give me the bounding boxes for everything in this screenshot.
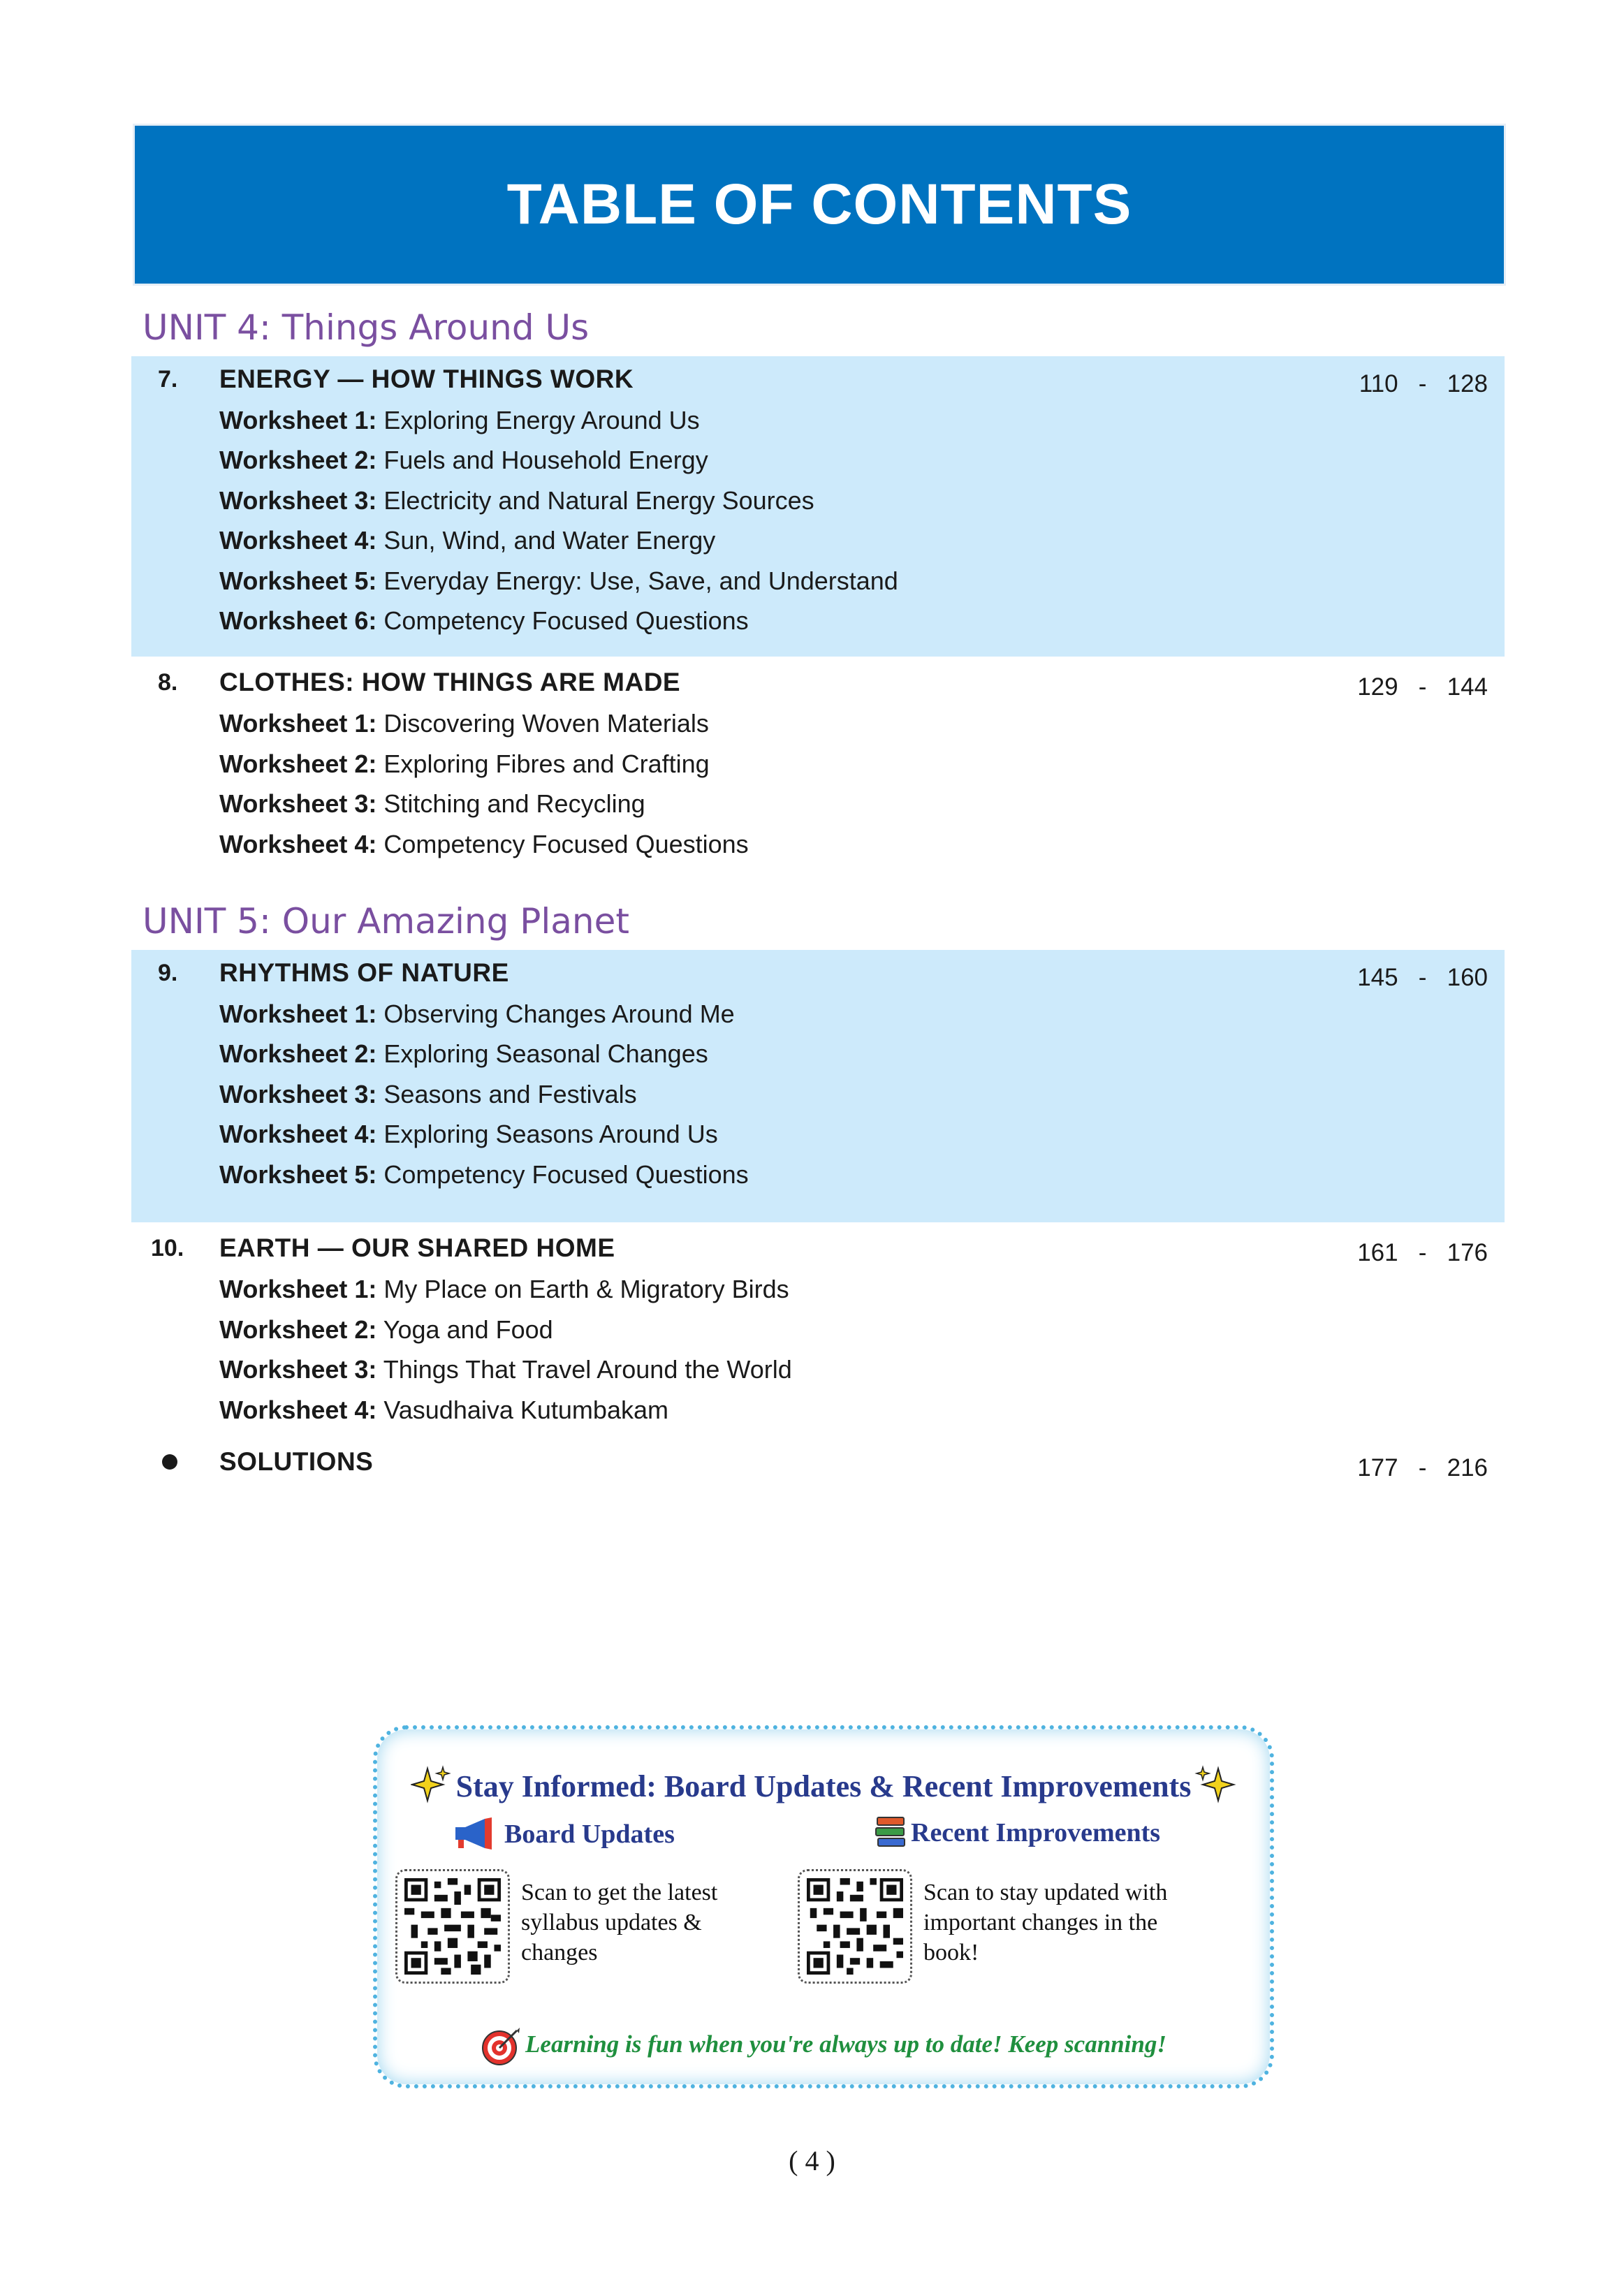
worksheet-text: Sun, Wind, and Water Energy	[376, 526, 716, 555]
worksheet-text: Exploring Fibres and Crafting	[376, 749, 710, 778]
chapter-pages: 129 - 144	[1357, 673, 1488, 701]
recent-improvements-line: important changes in the	[923, 1910, 1158, 1935]
chapter-title[interactable]: RHYTHMS OF NATURE	[219, 958, 509, 987]
worksheet-text: Exploring Energy Around Us	[376, 406, 700, 434]
page-title: TABLE OF CONTENTS	[506, 173, 1132, 236]
unit-5-heading: UNIT 5: Our Amazing Planet	[142, 901, 629, 942]
worksheet-label: Worksheet 3:	[219, 486, 377, 515]
chapter-8-block	[131, 657, 1505, 873]
worksheet-item[interactable]	[219, 709, 709, 738]
worksheet-text: Fuels and Household Energy	[376, 446, 708, 474]
tagline-text: Learning is fun when you're always up to date! Keep scanning!	[525, 2030, 1166, 2058]
worksheet-label: Worksheet 1:	[219, 709, 377, 738]
chapter-pages: 145 - 160	[1357, 964, 1488, 991]
worksheet-text: Vasudhaiva Kutumbakam	[376, 1396, 668, 1424]
worksheet-item[interactable]	[219, 1120, 718, 1149]
chapter-number: 9.	[158, 960, 178, 986]
worksheet-item[interactable]	[219, 789, 645, 819]
worksheet-item[interactable]	[219, 446, 708, 475]
solutions-pages: 177 - 216	[1357, 1454, 1488, 1481]
worksheet-label: Worksheet 4:	[219, 1120, 377, 1148]
worksheet-text: Stitching and Recycling	[376, 789, 645, 818]
worksheet-item[interactable]	[219, 830, 749, 859]
worksheet-text: Exploring Seasonal Changes	[376, 1039, 708, 1068]
worksheet-item[interactable]	[219, 1080, 637, 1109]
worksheet-item[interactable]	[219, 1000, 735, 1029]
board-updates-qr[interactable]	[395, 1869, 510, 1984]
worksheet-label: Worksheet 1:	[219, 406, 377, 434]
worksheet-item[interactable]	[219, 1315, 553, 1345]
worksheet-label: Worksheet 2:	[219, 1315, 377, 1344]
worksheet-text: Discovering Woven Materials	[376, 709, 709, 738]
chapter-title[interactable]: EARTH — OUR SHARED HOME	[219, 1233, 615, 1262]
title-banner	[133, 124, 1506, 286]
qr-code-icon	[807, 1878, 903, 1975]
books-icon	[875, 1815, 907, 1850]
worksheet-item[interactable]	[219, 749, 710, 779]
worksheet-label: Worksheet 2:	[219, 749, 377, 778]
chapter-7-block	[131, 356, 1505, 657]
chapter-pages: 161 - 176	[1357, 1239, 1488, 1266]
worksheet-text: Things That Travel Around the World	[376, 1355, 792, 1384]
recent-improvements-heading: Recent Improvements	[911, 1818, 1161, 1847]
worksheet-label: Worksheet 5:	[219, 566, 377, 595]
worksheet-item[interactable]	[219, 1396, 668, 1425]
worksheet-label: Worksheet 4:	[219, 1396, 377, 1424]
worksheet-text: My Place on Earth & Migratory Birds	[376, 1275, 789, 1303]
tagline	[377, 2026, 1270, 2067]
worksheet-item[interactable]	[219, 566, 898, 596]
chapter-title[interactable]: CLOTHES: HOW THINGS ARE MADE	[219, 668, 681, 696]
worksheet-item[interactable]	[219, 1160, 749, 1189]
worksheet-item[interactable]	[219, 406, 700, 435]
chapter-number: 10.	[151, 1235, 184, 1261]
worksheet-label: Worksheet 5:	[219, 1160, 377, 1189]
worksheet-item[interactable]	[219, 1355, 792, 1384]
board-updates-heading: Board Updates	[504, 1820, 675, 1849]
worksheet-item[interactable]	[219, 1275, 789, 1304]
info-box-title: Stay Informed: Board Updates & Recent Improvements	[455, 1769, 1192, 1803]
chapter-title[interactable]: ENERGY — HOW THINGS WORK	[219, 365, 634, 393]
worksheet-text: Electricity and Natural Energy Sources	[376, 486, 814, 515]
qr-code-icon	[404, 1878, 501, 1975]
worksheet-label: Worksheet 6:	[219, 606, 377, 635]
worksheet-text: Everyday Energy: Use, Save, and Understand	[376, 566, 898, 595]
worksheet-text: Yoga and Food	[376, 1315, 553, 1344]
worksheet-label: Worksheet 4:	[219, 526, 377, 555]
worksheet-label: Worksheet 4:	[219, 830, 377, 858]
worksheet-text: Competency Focused Questions	[376, 606, 749, 635]
chapter-9-block	[131, 950, 1505, 1222]
worksheet-item[interactable]	[219, 486, 814, 515]
solutions-title[interactable]: SOLUTIONS	[219, 1447, 374, 1476]
recent-improvements-line: Scan to stay updated with	[923, 1880, 1168, 1905]
page-number: ( 4 )	[789, 2145, 835, 2176]
worksheet-item[interactable]	[219, 1039, 708, 1069]
board-updates-line: syllabus updates &	[521, 1910, 702, 1935]
worksheet-text: Exploring Seasons Around Us	[376, 1120, 718, 1148]
recent-improvements-line: book!	[923, 1940, 979, 1965]
board-updates-text	[521, 1877, 717, 1968]
sparkle-icon	[1194, 1764, 1236, 1806]
worksheet-label: Worksheet 1:	[219, 1275, 377, 1303]
unit-4-heading: UNIT 4: Things Around Us	[142, 307, 590, 348]
worksheet-text: Observing Changes Around Me	[376, 1000, 735, 1028]
chapter-number: 7.	[158, 366, 178, 393]
worksheet-label: Worksheet 2:	[219, 446, 377, 474]
bullet-icon	[162, 1454, 177, 1470]
chapter-10-block	[131, 1222, 1505, 1432]
worksheet-label: Worksheet 2:	[219, 1039, 377, 1068]
worksheet-text: Seasons and Festivals	[376, 1080, 637, 1108]
chapter-number: 8.	[158, 669, 178, 696]
chapter-pages: 110 - 128	[1359, 370, 1488, 397]
recent-improvements-qr[interactable]	[798, 1869, 912, 1984]
worksheet-label: Worksheet 3:	[219, 789, 377, 818]
board-updates-line: changes	[521, 1940, 598, 1965]
worksheet-text: Competency Focused Questions	[376, 830, 749, 858]
megaphone-icon	[453, 1816, 496, 1851]
worksheet-label: Worksheet 3:	[219, 1080, 377, 1108]
worksheet-text: Competency Focused Questions	[376, 1160, 749, 1189]
worksheet-label: Worksheet 3:	[219, 1355, 377, 1384]
recent-improvements-text	[923, 1877, 1167, 1968]
worksheet-label: Worksheet 1:	[219, 1000, 377, 1028]
target-icon	[481, 2026, 521, 2067]
worksheet-item[interactable]	[219, 526, 715, 555]
board-updates-line: Scan to get the latest	[521, 1880, 718, 1905]
stay-informed-box	[373, 1725, 1274, 2088]
worksheet-item[interactable]	[219, 606, 749, 636]
